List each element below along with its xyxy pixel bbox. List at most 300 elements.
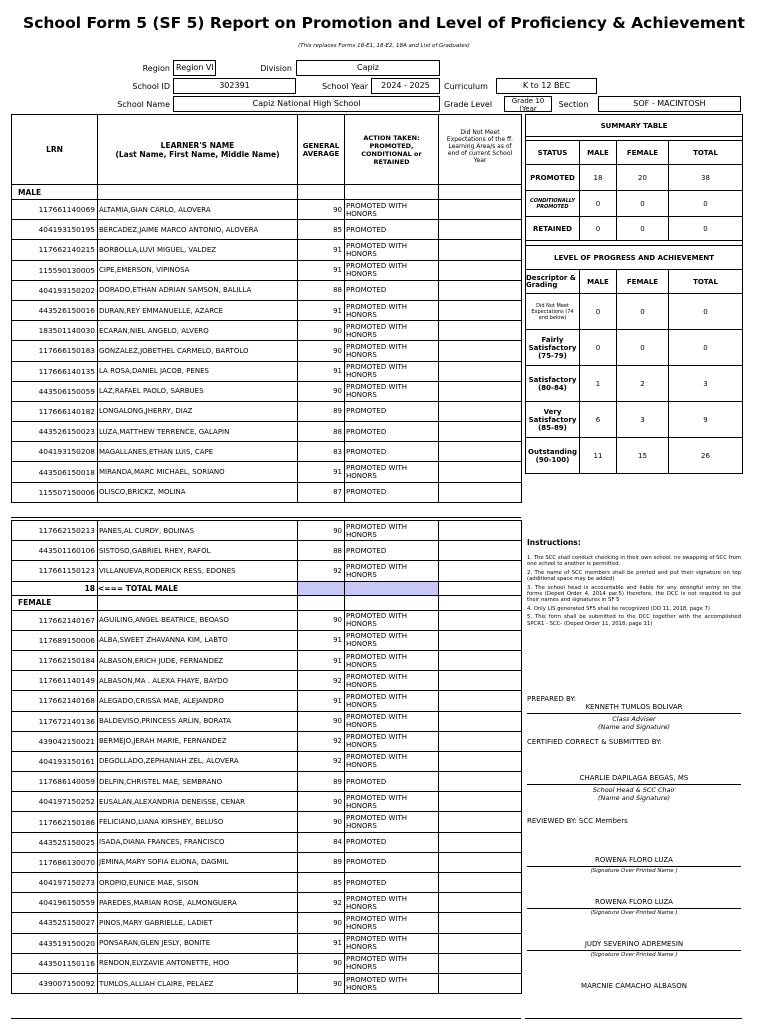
did-not-meet-cell [439,610,522,630]
school-head-name: CHARLIE DAPILAGA BEGAS, MS [579,774,689,782]
did-not-meet-cell [439,772,522,792]
learner-name: CIPE,EMERSON, VIPINOSA [98,260,298,280]
general-average: 85 [298,873,345,893]
region-label: Region [142,64,170,73]
page-bottom-line [11,1018,521,1019]
general-average: 92 [298,671,345,691]
head-signature-line [527,784,741,785]
learner-lrn: 443506150059 [12,381,98,401]
general-average: 91 [298,650,345,670]
did-not-meet-cell [439,731,522,751]
did-not-meet-cell [439,381,522,401]
adviser-sub: (Name and Signature) [597,723,671,731]
school-name-field: Capiz National High School [173,96,440,112]
did-not-meet-cell [439,341,522,361]
did-not-meet-cell [439,280,522,300]
instruction-item: 5. This form shall be submitted to the DCC together with the accomplished SPCR1 - SCC- (Deped Order 11, 2018, page 11) [527,614,741,627]
learner-name: JEMINA,MARY SOFIA ELIONA, DAGMIL [98,852,298,872]
general-average: 88 [298,422,345,442]
learner-name: AGUILING,ANGEL BEATRICE, BEOASO [98,610,298,630]
learner-lrn: 404193150195 [12,220,98,240]
action-taken: PROMOTED [345,772,439,792]
did-not-meet-cell [439,832,522,852]
learner-lrn: 117662150184 [12,650,98,670]
did-not-meet-cell [439,913,522,933]
action-taken: PROMOTED WITH HONORS [345,812,439,832]
summary-female: 0 [617,191,669,217]
learner-name: ECARAN,NIEL ANGELO, ALVERO [98,321,298,341]
progress-total: 0 [669,330,743,366]
general-average: 91 [298,691,345,711]
progress-total: 9 [669,402,743,438]
learner-lrn: 439007150092 [12,973,98,993]
progress-male: 0 [580,294,617,330]
learner-name: ISADA,DIANA FRANCES, FRANCISCO [98,832,298,852]
learner-lrn: 443519150020 [12,933,98,953]
general-average: 90 [298,610,345,630]
learner-lrn: 404193150202 [12,280,98,300]
scc-signature-note: (Signature Over Printed Name ) [590,952,678,958]
did-not-meet-cell [439,893,522,913]
curriculum-label: Curriculum [444,82,488,91]
progress-descriptor-header: Descriptor & Grading [526,270,580,294]
general-average: 91 [298,361,345,381]
learner-name: GONZALEZ,JOBETHEL CARMELO, BARTOLO [98,341,298,361]
action-taken: PROMOTED [345,280,439,300]
name-header-line2: (Last Name, First Name, Middle Name) [115,149,280,159]
did-not-meet-cell [439,462,522,482]
did-not-meet-cell [439,933,522,953]
action-taken: PROMOTED WITH HONORS [345,240,439,260]
learner-name: DORADO,ETHAN ADRIAN SAMSON, BALILLA [98,280,298,300]
learner-name: TUMLOS,ALLIAH CLAIRE, PELAEZ [98,973,298,993]
learner-row [12,691,522,711]
general-average: 92 [298,893,345,913]
learner-row [12,852,522,872]
learner-lrn: 443526150023 [12,422,98,442]
grade-level-label: Grade Level [444,100,493,109]
learner-name: LAZ,RAFAEL PAOLO, SARBUES [98,381,298,401]
learner-name: DURAN,REY EMMANUELLE, AZARCE [98,300,298,320]
general-average: 87 [298,482,345,502]
did-not-meet-cell [439,240,522,260]
general-average: 88 [298,280,345,300]
learner-name: VILLANUEVA,RODERICK RESS, EDONES [98,561,298,581]
learner-row [12,220,522,240]
learner-name: DEGOLLADO,ZEPHANIAH ZEL, ALOVERA [98,751,298,771]
general-average: 90 [298,200,345,220]
learner-name: EUSALAN,ALEXANDRIA DENEISSE, CENAR [98,792,298,812]
name-header [98,115,298,185]
school-head-sub: (Name and Signature) [597,794,671,802]
general-average: 91 [298,260,345,280]
learner-row [12,442,522,462]
learner-row [12,832,522,852]
summary-total: 0 [669,191,743,217]
scc-signature-note: (Signature Over Printed Name ) [590,910,678,916]
did-not-meet-cell [439,792,522,812]
male-total-count: 18 [12,581,98,595]
division-label: Division [260,64,292,73]
progress-descriptor: Outstanding (90-100) [526,438,580,474]
learner-lrn: 117662150186 [12,812,98,832]
learner-name: PONSARAN,GLEN JESLY, BONITE [98,933,298,953]
action-taken: PROMOTED [345,832,439,852]
learner-row [12,751,522,771]
summary-female-header: FEMALE [617,141,669,165]
progress-male: 11 [580,438,617,474]
general-average: 92 [298,731,345,751]
learner-row [12,561,522,581]
learners-table-page1 [11,114,522,503]
school-name-label: School Name [117,100,170,109]
learner-lrn: 117662140168 [12,691,98,711]
learner-row [12,280,522,300]
school-year-field: 2024 - 2025 [371,78,440,94]
learner-lrn: 404196150559 [12,893,98,913]
general-average: 88 [298,541,345,561]
action-taken: PROMOTED WITH HONORS [345,711,439,731]
summary-total-header: TOTAL [669,141,743,165]
learner-lrn: 117661140069 [12,200,98,220]
action-taken: PROMOTED [345,220,439,240]
did-not-meet-cell [439,521,522,541]
general-average: 89 [298,401,345,421]
learner-name: ALEGADO,CRISSA MAE, ALEJANDRO [98,691,298,711]
general-average: 91 [298,240,345,260]
action-taken: PROMOTED WITH HONORS [345,561,439,581]
did-not-meet-cell [439,630,522,650]
did-not-meet-cell [439,422,522,442]
learner-lrn: 115507150006 [12,482,98,502]
learner-row [12,521,522,541]
did-not-meet-cell [439,300,522,320]
curriculum-field: K to 12 BEC [496,78,597,94]
learner-name: PINOS,MARY GABRIELLE, LADIET [98,913,298,933]
action-taken: PROMOTED WITH HONORS [345,913,439,933]
learner-name: BALDEVISO,PRINCESS ARLIN, BORATA [98,711,298,731]
male-section-label: MALE [12,185,98,200]
progress-descriptor: Satisfactory (80-84) [526,366,580,402]
general-average: 90 [298,913,345,933]
progress-title: LEVEL OF PROGRESS AND ACHIEVEMENT [526,246,743,270]
learner-name: RENDON,ELYZAVIE ANTONETTE, HOO [98,953,298,973]
learner-row [12,772,522,792]
learner-name: FELICIANO,LIANA KIRSHEY, BELUSO [98,812,298,832]
learner-lrn: 117672140136 [12,711,98,731]
learner-name: ALBASON,MA . ALEXA FHAYE, BAYDO [98,671,298,691]
learner-row [12,812,522,832]
learner-row [12,650,522,670]
general-average: 92 [298,561,345,581]
summary-female: 0 [617,217,669,241]
learner-lrn: 117686140059 [12,772,98,792]
learner-lrn: 439042150021 [12,731,98,751]
learner-row [12,671,522,691]
action-taken: PROMOTED WITH HONORS [345,610,439,630]
did-not-meet-cell [439,953,522,973]
learner-row [12,711,522,731]
action-taken: PROMOTED WITH HONORS [345,630,439,650]
learner-lrn: 404197150252 [12,792,98,812]
action-taken: PROMOTED WITH HONORS [345,671,439,691]
action-taken: PROMOTED [345,442,439,462]
learner-name: LONGALONG,JHERRY, DIAZ [98,401,298,421]
scc-member-name: MARCNIE CAMACHO ALBASON [581,982,687,990]
name-header-line1: LEARNER'S NAME [160,140,235,150]
progress-descriptor: Very Satisfactory (85-89) [526,402,580,438]
learner-row [12,341,522,361]
did-not-meet-cell [439,260,522,280]
learner-lrn: 443526150016 [12,300,98,320]
action-taken: PROMOTED [345,873,439,893]
learner-name: ALTAMIA,GIAN CARLO, ALOVERA [98,200,298,220]
learner-name: LA ROSA,DANIEL JACOB, PENES [98,361,298,381]
learner-row [12,361,522,381]
general-average: 90 [298,973,345,993]
did-not-meet-cell [439,442,522,462]
school-head-role: School Head & SCC Chair [592,786,676,794]
action-taken: PROMOTED [345,852,439,872]
action-taken: PROMOTED WITH HONORS [345,462,439,482]
learners-table-page2 [11,520,522,994]
learner-row [12,200,522,220]
summary-male: 18 [580,165,617,191]
action-taken: PROMOTED WITH HONORS [345,341,439,361]
section-field: SOF - MACINTOSH [598,96,741,112]
summary-status-header: STATUS [526,141,580,165]
progress-male: 6 [580,402,617,438]
progress-descriptor: Did Not Meet Expectations (74 and below) [526,294,580,330]
progress-female: 2 [617,366,669,402]
action-taken: PROMOTED WITH HONORS [345,751,439,771]
learner-row [12,731,522,751]
action-taken: PROMOTED WITH HONORS [345,361,439,381]
progress-descriptor: Fairly Satisfactory (75-79) [526,330,580,366]
action-taken: PROMOTED WITH HONORS [345,381,439,401]
learner-lrn: 117666150183 [12,341,98,361]
did-not-meet-cell [439,973,522,993]
instruction-item: 1. The SCC shall conduct checking in their own school. no swapping of SCC from one school to another is permitted. [527,555,741,568]
adviser-signature-line [527,713,741,714]
learner-row [12,482,522,502]
general-average: 90 [298,341,345,361]
learner-lrn: 443525150025 [12,832,98,852]
did-not-meet-cell [439,812,522,832]
did-not-meet-cell [439,852,522,872]
division-field: Capiz [296,60,440,76]
learner-name: MAGALLANES,ETHAN LUIS, CAPE [98,442,298,462]
instructions [527,538,741,629]
learner-lrn: 443501160106 [12,541,98,561]
learner-row [12,541,522,561]
learner-row [12,973,522,993]
progress-total: 26 [669,438,743,474]
learner-lrn: 443525150027 [12,913,98,933]
did-not-meet-cell [439,650,522,670]
learner-name: OROPIO,EUNICE MAE, SISON [98,873,298,893]
learner-lrn: 183501140030 [12,321,98,341]
learner-row [12,462,522,482]
general-average: 85 [298,220,345,240]
did-not-meet-cell [439,873,522,893]
grade-level-field: Grade 10 (Year [504,96,552,112]
scc-signature-note: (Signature Over Printed Name ) [590,868,678,874]
general-average: 91 [298,300,345,320]
action-taken: PROMOTED WITH HONORS [345,300,439,320]
learner-row [12,953,522,973]
learner-name: LUZA,MATTHEW TERRENCE, GALAPIN [98,422,298,442]
average-header: GENERAL AVERAGE [298,115,345,185]
instruction-item: 3. The school head is accountable and liable for any wrongful entry on the forms (Deped Order 4, 2014 par.5) therefore, the DCC is not required to put their names and signatures in SF 5 [527,584,741,604]
learner-lrn: 117686130070 [12,852,98,872]
general-average: 91 [298,462,345,482]
learner-row [12,792,522,812]
learner-lrn: 117661140149 [12,671,98,691]
reviewed-by-label: REVIEWED BY: SCC Members [527,817,628,825]
learner-row [12,381,522,401]
general-average: 90 [298,321,345,341]
scc-signature-line [527,950,741,951]
learner-row [12,913,522,933]
summary-title: SUMMARY TABLE [526,115,743,137]
did-not-meet-cell [439,561,522,581]
learner-name: ALBASON,ERICH JUDE, FERNANDEZ [98,650,298,670]
general-average: 89 [298,852,345,872]
learner-row [12,300,522,320]
did-not-meet-cell [439,220,522,240]
scc-signature-line [527,908,741,909]
progress-female: 0 [617,294,669,330]
summary-male: 0 [580,191,617,217]
learner-name: BERMEJO,JERAH MARIE, FERNANDEZ [98,731,298,751]
scc-signature-line [527,866,741,867]
scc-member-name: ROWENA FLORO LUZA [595,898,673,906]
page-bottom-line-right [525,1018,742,1019]
general-average: 89 [298,772,345,792]
learner-lrn: 117662140167 [12,610,98,630]
school-id-field: 302391 [173,78,296,94]
school-id-label: School ID [132,82,170,91]
learner-lrn: 404197150273 [12,873,98,893]
did-not-meet-cell [439,200,522,220]
instruction-item: 4. Only LIS generated SF5 shall be recognized (DO 11, 2018, page 7) [527,605,710,612]
learner-lrn: 117666140135 [12,361,98,381]
action-taken: PROMOTED [345,422,439,442]
summary-male-header: MALE [580,141,617,165]
learner-name: PANES,AL CURDY, BOLINAS [98,521,298,541]
certified-by-label: CERTIFIED CORRECT & SUBMITTED BY: [527,738,662,746]
progress-male: 0 [580,330,617,366]
general-average: 91 [298,933,345,953]
progress-female: 3 [617,402,669,438]
learner-row [12,321,522,341]
learner-lrn: 117666140182 [12,401,98,421]
did-not-meet-cell [439,541,522,561]
learner-row [12,630,522,650]
general-average: 90 [298,381,345,401]
learner-lrn: 443506150018 [12,462,98,482]
form-subtitle: (This replaces Forms 18-E1, 18-E2, 18A and List of Graduates) [298,43,470,49]
region-field: Region VI [173,60,216,76]
action-taken: PROMOTED WITH HONORS [345,973,439,993]
action-taken: PROMOTED WITH HONORS [345,321,439,341]
scc-member-name: JUDY SEVERINO ADREMESIN [584,940,684,948]
prepared-by-label: PREPARED BY: [527,695,577,703]
learner-lrn: 443501150116 [12,953,98,973]
action-taken: PROMOTED WITH HONORS [345,260,439,280]
progress-total: 3 [669,366,743,402]
summary-status: RETAINED [526,217,580,241]
progress-total-header: TOTAL [669,270,743,294]
learner-name: PAREDES,MARIAN ROSE, ALMONGUERA [98,893,298,913]
form-title: School Form 5 (SF 5) Report on Promotion and Level of Proficiency & Achievement [23,14,745,32]
progress-male-header: MALE [580,270,617,294]
general-average: 90 [298,953,345,973]
female-section-label: FEMALE [12,595,98,610]
action-taken: PROMOTED WITH HONORS [345,521,439,541]
adviser-role: Class Adviser [612,715,656,723]
learner-lrn: 117662140215 [12,240,98,260]
learner-row [12,260,522,280]
summary-total: 0 [669,217,743,241]
learner-lrn: 117662150213 [12,521,98,541]
action-taken: PROMOTED [345,541,439,561]
learner-lrn: 117689150006 [12,630,98,650]
learner-lrn: 115590130005 [12,260,98,280]
summary-total: 38 [669,165,743,191]
summary-female: 20 [617,165,669,191]
action-taken: PROMOTED WITH HONORS [345,731,439,751]
lrn-header: LRN [12,115,98,185]
learner-row [12,893,522,913]
action-taken: PROMOTED [345,401,439,421]
learner-row [12,422,522,442]
learner-row [12,933,522,953]
learner-name: ALBA,SWEET ZHAVANNA KIM, LABTO [98,630,298,650]
general-average: 90 [298,521,345,541]
did-not-meet-cell [439,361,522,381]
progress-female-header: FEMALE [617,270,669,294]
summary-table [525,114,743,474]
action-taken: PROMOTED WITH HONORS [345,893,439,913]
page-break-line [11,517,521,518]
learner-name: SISTOSO,GABRIEL RHEY, RAFOL [98,541,298,561]
summary-status: PROMOTED [526,165,580,191]
school-year-label: School Year [321,82,368,91]
action-taken: PROMOTED WITH HONORS [345,200,439,220]
learner-row [12,401,522,421]
general-average: 90 [298,812,345,832]
instructions-title: Instructions: [527,538,581,547]
general-average: 84 [298,832,345,852]
did-not-meet-cell [439,671,522,691]
did-not-meet-header: Did Not Meet Expectations of the ff. Learning Area/s as of end of current School Year [439,115,522,185]
action-taken: PROMOTED WITH HONORS [345,953,439,973]
learner-lrn: 404193150161 [12,751,98,771]
action-taken: PROMOTED WITH HONORS [345,933,439,953]
learner-row [12,873,522,893]
learner-name: BORBOLLA,LUVI MIGUEL, VALDEZ [98,240,298,260]
action-taken: PROMOTED WITH HONORS [345,691,439,711]
general-average: 90 [298,711,345,731]
general-average: 90 [298,792,345,812]
learner-name: MIRANDA,MARC MICHAEL, SORIANO [98,462,298,482]
progress-female: 15 [617,438,669,474]
progress-female: 0 [617,330,669,366]
general-average: 91 [298,630,345,650]
learner-lrn: 404193150208 [12,442,98,462]
